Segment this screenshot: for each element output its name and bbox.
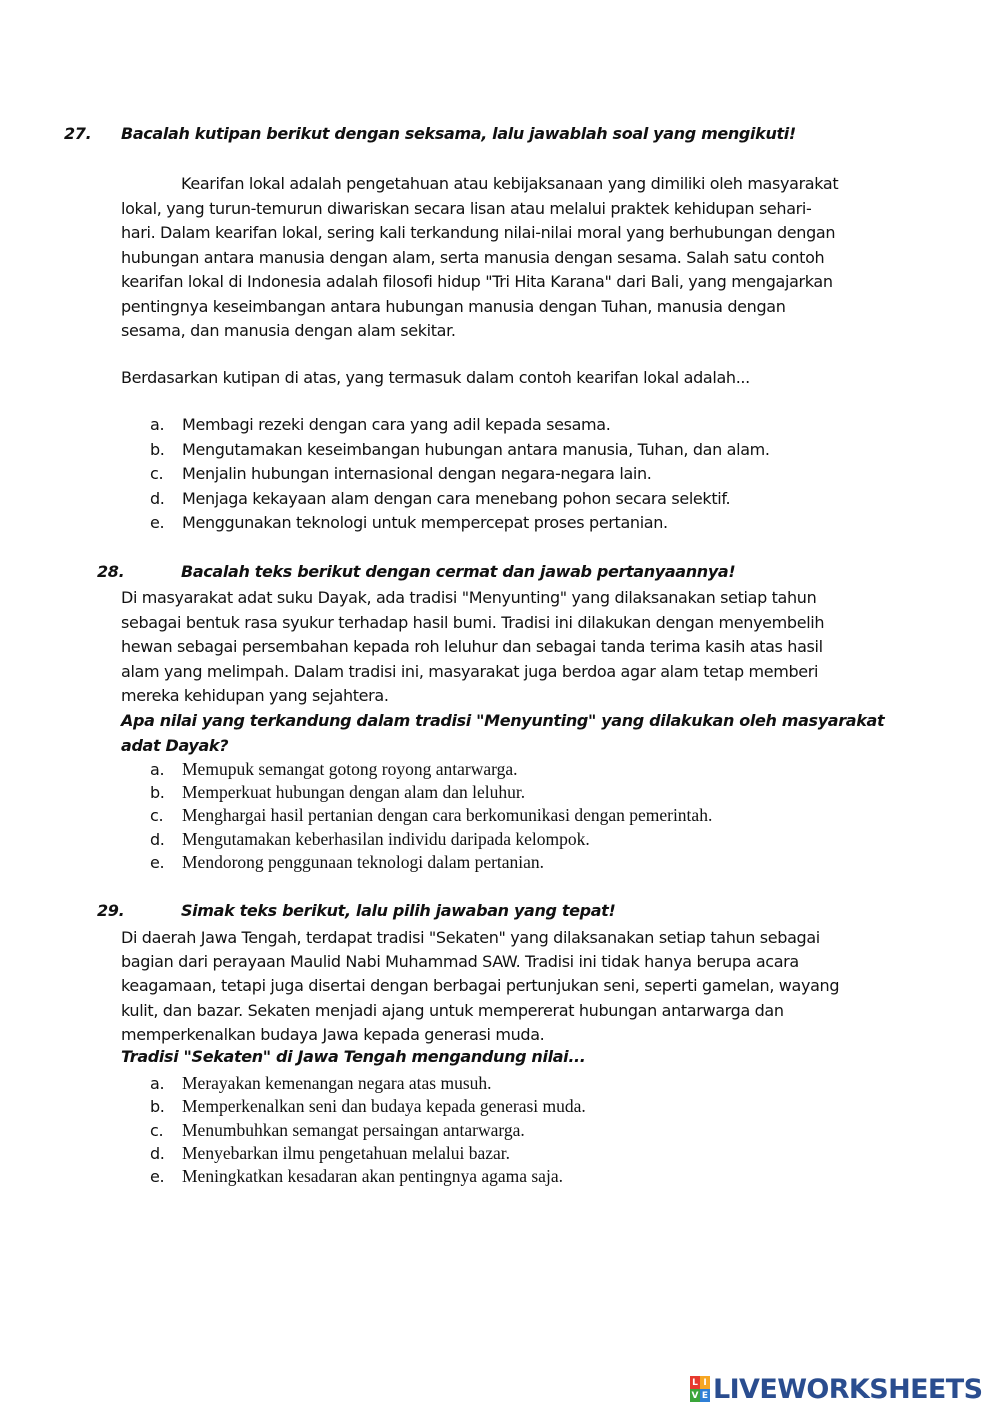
option-text: Mendorong penggunaan teknologi dalam pertanian. xyxy=(182,852,545,872)
prompt-line: Apa nilai yang terkandung dalam tradisi "Menyunting" yang dilakukan oleh masyarakat xyxy=(121,711,885,730)
passage-line: hari. Dalam kearifan lokal, sering kali terkandung nilai-nilai moral yang berhubungan dengan xyxy=(121,223,836,242)
question-28-title: Bacalah teks berikut dengan cermat dan jawab pertanyaannya! xyxy=(181,562,736,581)
liveworksheets-logo[interactable] xyxy=(690,1372,982,1406)
question-29-passage xyxy=(121,926,891,1047)
option-letter: e. xyxy=(150,853,165,872)
option-letter: a. xyxy=(150,760,165,779)
question-28-option-c[interactable] xyxy=(150,805,712,826)
option-text: Menggunakan teknologi untuk mempercepat proses pertanian. xyxy=(182,513,668,532)
passage-line: kearifan lokal di Indonesia adalah filosofi hidup "Tri Hita Karana" dari Bali, yang mengajarkan xyxy=(121,272,833,291)
option-text: Membagi rezeki dengan cara yang adil kepada sesama. xyxy=(182,415,611,434)
option-text: Menyebarkan ilmu pengetahuan melalui bazar. xyxy=(182,1143,510,1163)
question-29-number: 29. xyxy=(97,901,125,920)
question-27-option-e[interactable] xyxy=(150,513,668,532)
option-letter: d. xyxy=(150,830,165,849)
question-27-number: 27. xyxy=(64,124,92,143)
option-letter: c. xyxy=(150,806,164,825)
option-letter: d. xyxy=(150,1144,165,1163)
option-letter: b. xyxy=(150,440,165,459)
option-text: Meningkatkan kesadaran akan pentingnya agama saja. xyxy=(182,1166,563,1186)
question-29-option-a[interactable] xyxy=(150,1073,492,1094)
passage-line: hubungan antara manusia dengan alam, serta manusia dengan sesama. Salah satu contoh xyxy=(121,247,825,267)
passage-line: lokal, yang turun-temurun diwariskan secara lisan atau melalui praktek kehidupan sehari- xyxy=(121,198,812,218)
passage-line: pentingnya keseimbangan antara hubungan manusia dengan Tuhan, manusia dengan xyxy=(121,296,786,316)
option-text: Menumbuhkan semangat persaingan antarwarga. xyxy=(182,1120,525,1140)
question-27-option-c[interactable] xyxy=(150,464,652,483)
option-text: Merayakan kemenangan negara atas musuh. xyxy=(182,1073,492,1093)
passage-line: sebagai bentuk rasa syukur terhadap hasil bumi. Tradisi ini dilakukan dengan menyembelih xyxy=(121,612,825,632)
question-27-option-d[interactable] xyxy=(150,489,730,508)
question-29-option-c[interactable] xyxy=(150,1120,525,1141)
option-text: Mengutamakan keseimbangan hubungan antara manusia, Tuhan, dan alam. xyxy=(182,440,770,459)
passage-line: mereka kehidupan yang sejahtera. xyxy=(121,686,389,705)
option-letter: e. xyxy=(150,1167,165,1186)
passage-line: bagian dari perayaan Maulid Nabi Muhammad SAW. Tradisi ini tidak hanya berupa acara xyxy=(121,952,799,972)
question-28-number: 28. xyxy=(97,562,125,581)
logo-letter-i: I xyxy=(700,1376,710,1389)
question-29-option-b[interactable] xyxy=(150,1096,586,1117)
option-text: Menjaga kekayaan alam dengan cara menebang pohon secara selektif. xyxy=(182,489,731,508)
logo-letter-l: L xyxy=(690,1376,700,1389)
question-27-option-b[interactable] xyxy=(150,440,770,459)
option-letter: b. xyxy=(150,1097,165,1116)
question-27-passage xyxy=(121,172,891,344)
passage-line: memperkenalkan budaya Jawa kepada generasi muda. xyxy=(121,1024,545,1044)
passage-line: Kearifan lokal adalah pengetahuan atau kebijaksanaan yang dimiliki oleh masyarakat xyxy=(181,174,839,193)
passage-line: Di masyarakat adat suku Dayak, ada tradisi "Menyunting" yang dilaksanakan setiap tahun xyxy=(121,588,817,607)
question-29-prompt: Tradisi "Sekaten" di Jawa Tengah mengandung nilai... xyxy=(121,1047,586,1066)
logo-wordmark: LIVEWORKSHEETS xyxy=(713,1373,983,1405)
question-28-option-e[interactable] xyxy=(150,852,544,873)
passage-line: keagamaan, tetapi juga disertai dengan berbagai pertunjukan seni, seperti gamelan, wayang xyxy=(121,976,840,996)
passage-line: Di daerah Jawa Tengah, terdapat tradisi "Sekaten" yang dilaksanakan setiap tahun sebagai xyxy=(121,928,820,947)
option-letter: b. xyxy=(150,783,165,802)
question-28-passage xyxy=(121,586,891,709)
question-28-prompt xyxy=(121,709,891,758)
question-28-option-d[interactable] xyxy=(150,829,590,850)
option-text: Menghargai hasil pertanian dengan cara berkomunikasi dengan pemerintah. xyxy=(182,805,713,825)
passage-line: alam yang melimpah. Dalam tradisi ini, masyarakat juga berdoa agar alam tetap memberi xyxy=(121,661,819,681)
option-text: Menjalin hubungan internasional dengan negara-negara lain. xyxy=(182,464,652,483)
logo-letter-v: V xyxy=(691,1390,699,1401)
question-29-title: Simak teks berikut, lalu pilih jawaban yang tepat! xyxy=(181,901,616,920)
option-letter: c. xyxy=(150,1121,164,1140)
option-text: Memupuk semangat gotong royong antarwarga. xyxy=(182,759,518,779)
option-letter: d. xyxy=(150,489,165,508)
option-letter: a. xyxy=(150,415,165,434)
option-text: Memperkenalkan seni dan budaya kepada generasi muda. xyxy=(182,1096,586,1116)
question-28-option-a[interactable] xyxy=(150,759,518,780)
question-29-option-e[interactable] xyxy=(150,1166,563,1187)
live-logo-icon xyxy=(690,1376,710,1402)
option-text: Mengutamakan keberhasilan individu daripada kelompok. xyxy=(182,829,590,849)
passage-line: sesama, dan manusia dengan alam sekitar. xyxy=(121,321,456,340)
prompt-line: adat Dayak? xyxy=(121,735,229,755)
question-27-option-a[interactable] xyxy=(150,415,610,434)
passage-line: kulit, dan bazar. Sekaten menjadi ajang untuk mempererat hubungan antarwarga dan xyxy=(121,1000,784,1020)
passage-line: hewan sebagai persembahan kepada roh leluhur dan sebagai tanda terima kasih atas hasil xyxy=(121,637,823,656)
option-letter: a. xyxy=(150,1074,165,1093)
question-27-prompt: Berdasarkan kutipan di atas, yang termasuk dalam contoh kearifan lokal adalah... xyxy=(121,368,750,387)
question-29-option-d[interactable] xyxy=(150,1143,510,1164)
option-text: Memperkuat hubungan dengan alam dan leluhur. xyxy=(182,782,526,802)
option-letter: c. xyxy=(150,464,164,483)
option-letter: e. xyxy=(150,513,165,532)
logo-letter-e: E xyxy=(701,1390,709,1401)
question-27-title: Bacalah kutipan berikut dengan seksama, lalu jawablah soal yang mengikuti! xyxy=(121,124,796,143)
question-28-option-b[interactable] xyxy=(150,782,525,803)
